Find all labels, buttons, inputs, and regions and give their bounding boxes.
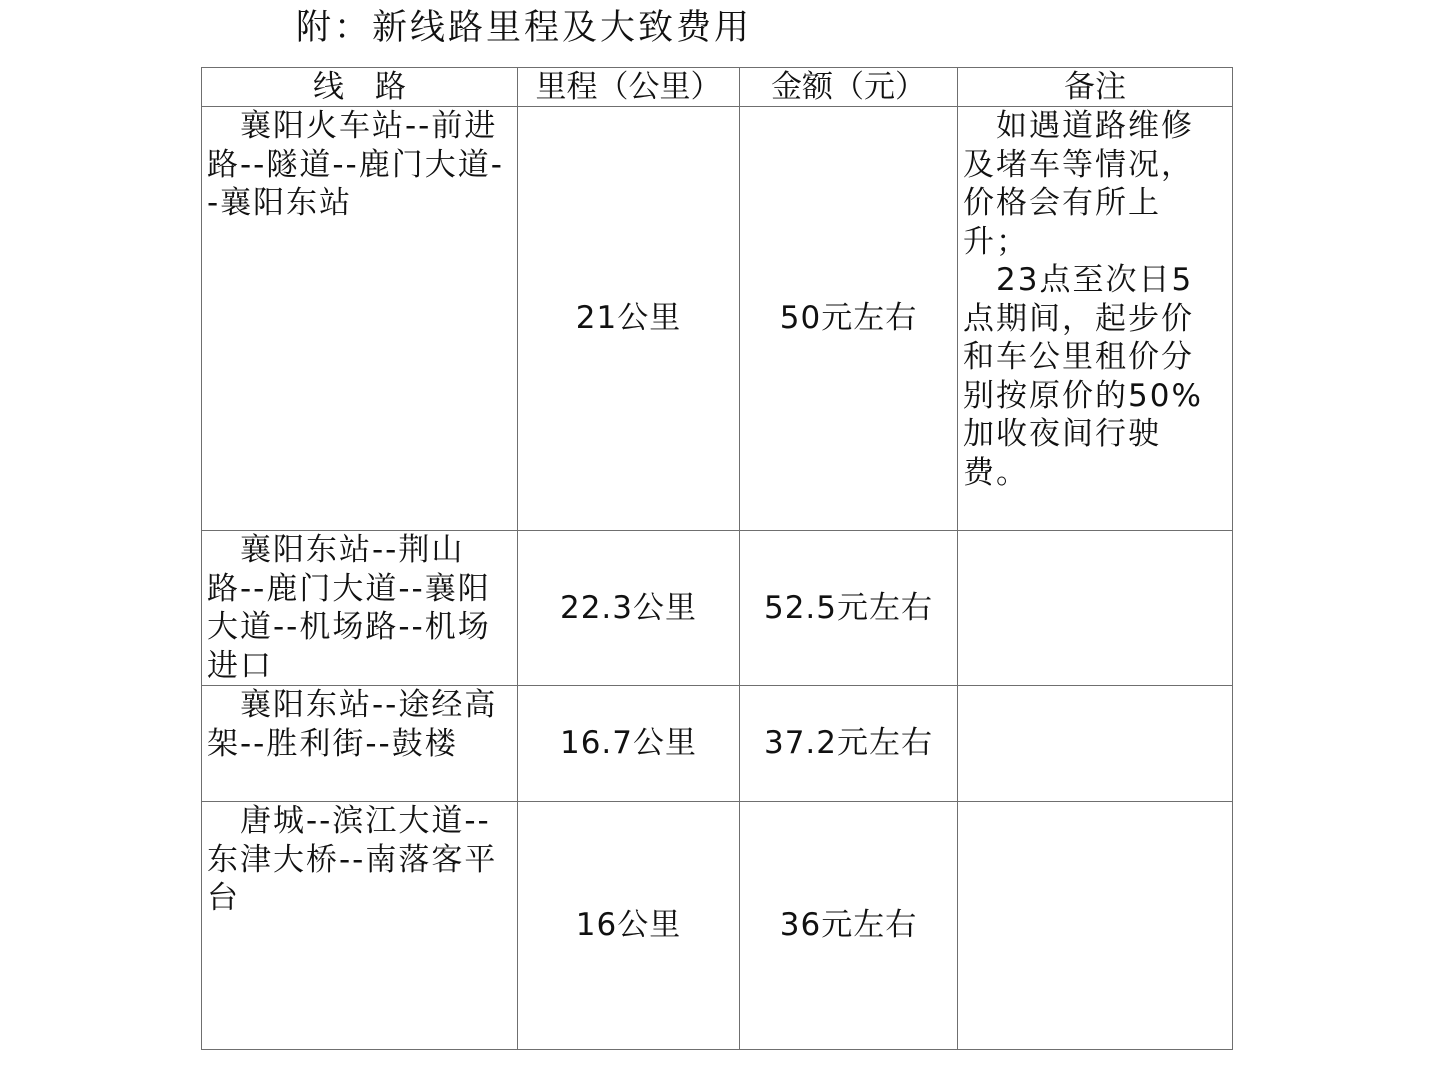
fare-cell: 36元左右 — [740, 802, 958, 1050]
fare-cell: 37.2元左右 — [740, 686, 958, 802]
table-header-row — [202, 68, 1233, 107]
header-fare: 金额（元） — [740, 68, 958, 107]
note-cell — [958, 686, 1233, 802]
note-cell — [958, 802, 1233, 1050]
route-cell — [202, 686, 518, 802]
fare-cell: 50元左右 — [740, 107, 958, 531]
note-paragraph — [963, 107, 1212, 261]
route-cell — [202, 802, 518, 1050]
table-row — [202, 107, 1233, 531]
route-text: 襄阳东站--途经高架--胜利街--鼓楼 — [207, 687, 498, 762]
note-paragraph — [963, 261, 1212, 492]
note-cell — [958, 531, 1233, 686]
route-cell — [202, 107, 518, 531]
document-title: 附：新线路里程及大致费用 — [296, 8, 753, 48]
header-distance: 里程（公里） — [518, 68, 740, 107]
table-row — [202, 686, 1233, 802]
route-text: 唐城--滨江大道--东津大桥--南落客平台 — [207, 803, 498, 916]
fare-cell: 52.5元左右 — [740, 531, 958, 686]
note-text-repair: 如遇道路维修及堵车等情况，价格会有所上升； — [963, 108, 1194, 260]
route-text: 襄阳东站--荆山路--鹿门大道--襄阳大道--机场路--机场进口 — [207, 532, 491, 684]
note-cell — [958, 107, 1233, 531]
route-fare-table — [201, 67, 1233, 1050]
table-row — [202, 802, 1233, 1050]
distance-cell: 16.7公里 — [518, 686, 740, 802]
distance-cell: 21公里 — [518, 107, 740, 531]
header-note: 备注 — [958, 68, 1233, 107]
distance-cell: 16公里 — [518, 802, 740, 1050]
table-row — [202, 531, 1233, 686]
route-text: 襄阳火车站--前进路--隧道--鹿门大道--襄阳东站 — [207, 108, 504, 221]
route-cell — [202, 531, 518, 686]
note-text-night: 23点至次日5点期间，起步价和车公里租价分别按原价的50%加收夜间行驶费。 — [963, 262, 1203, 491]
header-route: 线 路 — [202, 68, 518, 107]
distance-cell: 22.3公里 — [518, 531, 740, 686]
